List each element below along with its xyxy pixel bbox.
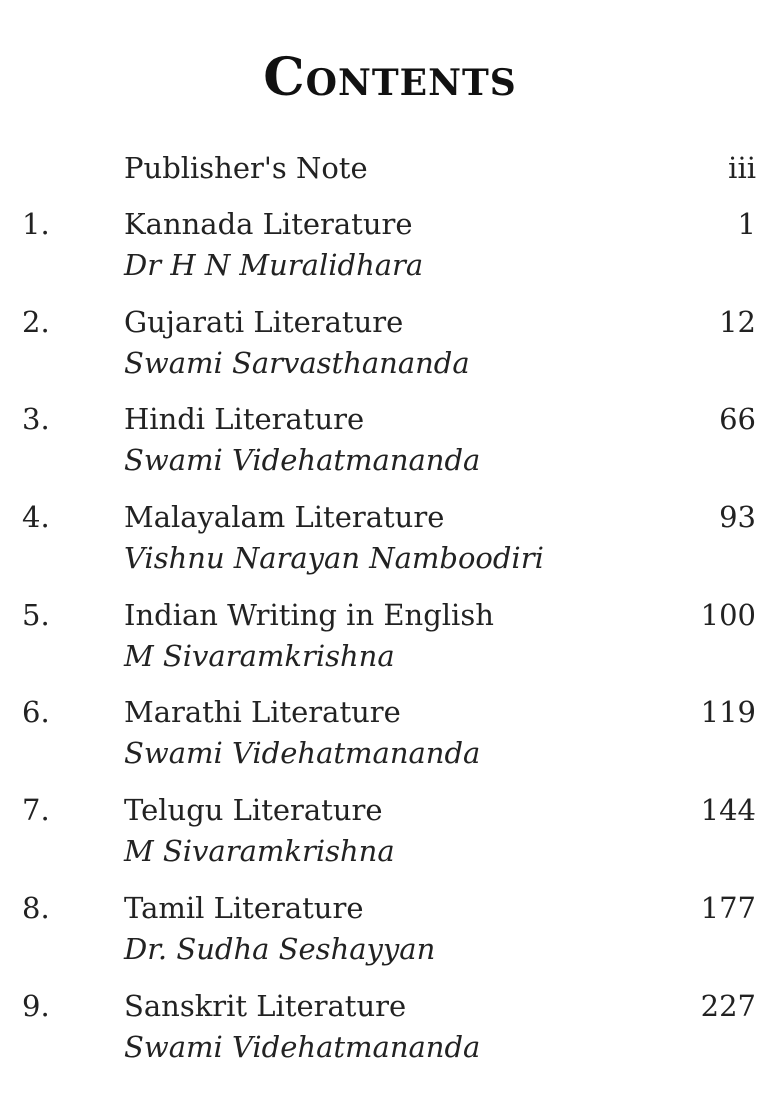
chapter-author: Swami Videhatmananda [124,736,481,771]
chapter-author: M Sivaramkrishna [124,638,395,673]
toc-entry-chapter-7[interactable] [0,790,780,888]
chapter-title: Malayalam Literature [124,500,445,535]
chapter-author: M Sivaramkrishna [124,834,395,869]
toc-entry-chapter-8[interactable] [0,888,780,986]
chapter-title: Tamil Literature [124,890,364,925]
chapter-title: Indian Writing in English [124,597,494,632]
toc-entry-chapter-4[interactable] [0,497,780,595]
chapter-title: Gujarati Literature [124,304,404,339]
chapter-number: 7. [22,793,50,828]
chapter-author: Dr H N Muralidhara [124,248,424,282]
toc-entry-chapter-3[interactable] [0,399,780,497]
chapter-title: Kannada Literature [124,207,413,241]
chapter-page-number: 66 [719,402,756,437]
chapter-title: Marathi Literature [124,695,401,730]
chapter-number: 5. [22,597,50,632]
chapter-number: 8. [22,890,50,925]
chapter-page-number: 177 [700,890,756,925]
chapter-number: 6. [22,695,50,730]
toc-entry-chapter-5[interactable] [0,595,780,693]
chapter-page-number: 144 [700,793,756,828]
page-title: Contents [263,47,517,108]
toc-entry-chapter-9[interactable] [0,986,780,1084]
chapter-number: 1. [22,207,50,241]
table-of-contents [0,148,780,1083]
chapter-author: Swami Videhatmananda [124,443,481,478]
chapter-title: Telugu Literature [124,793,383,828]
chapter-title: Hindi Literature [124,402,365,437]
chapter-page-number: 100 [700,597,756,632]
toc-entry-publishers-note[interactable] [0,148,780,204]
toc-entry-chapter-6[interactable] [0,692,780,790]
chapter-author: Vishnu Narayan Namboodiri [124,541,544,576]
chapter-author: Swami Sarvasthananda [124,345,470,380]
chapter-page-number: 1 [737,207,756,241]
entry-title: Publisher's Note [124,151,368,185]
chapter-page-number: 12 [719,304,756,339]
chapter-page-number: 227 [700,988,756,1023]
chapter-page-number: 119 [700,695,756,730]
chapter-page-number: 93 [719,500,756,535]
chapter-author: Swami Videhatmananda [124,1029,481,1064]
entry-page-number: iii [728,151,756,185]
chapter-number: 4. [22,500,50,535]
chapter-title: Sanskrit Literature [124,988,407,1023]
chapter-number: 2. [22,304,50,339]
toc-entry-chapter-2[interactable] [0,302,780,400]
chapter-number: 3. [22,402,50,437]
chapter-number: 9. [22,988,50,1023]
toc-entry-chapter-1[interactable] [0,204,780,302]
chapter-author: Dr. Sudha Seshayyan [124,931,436,966]
